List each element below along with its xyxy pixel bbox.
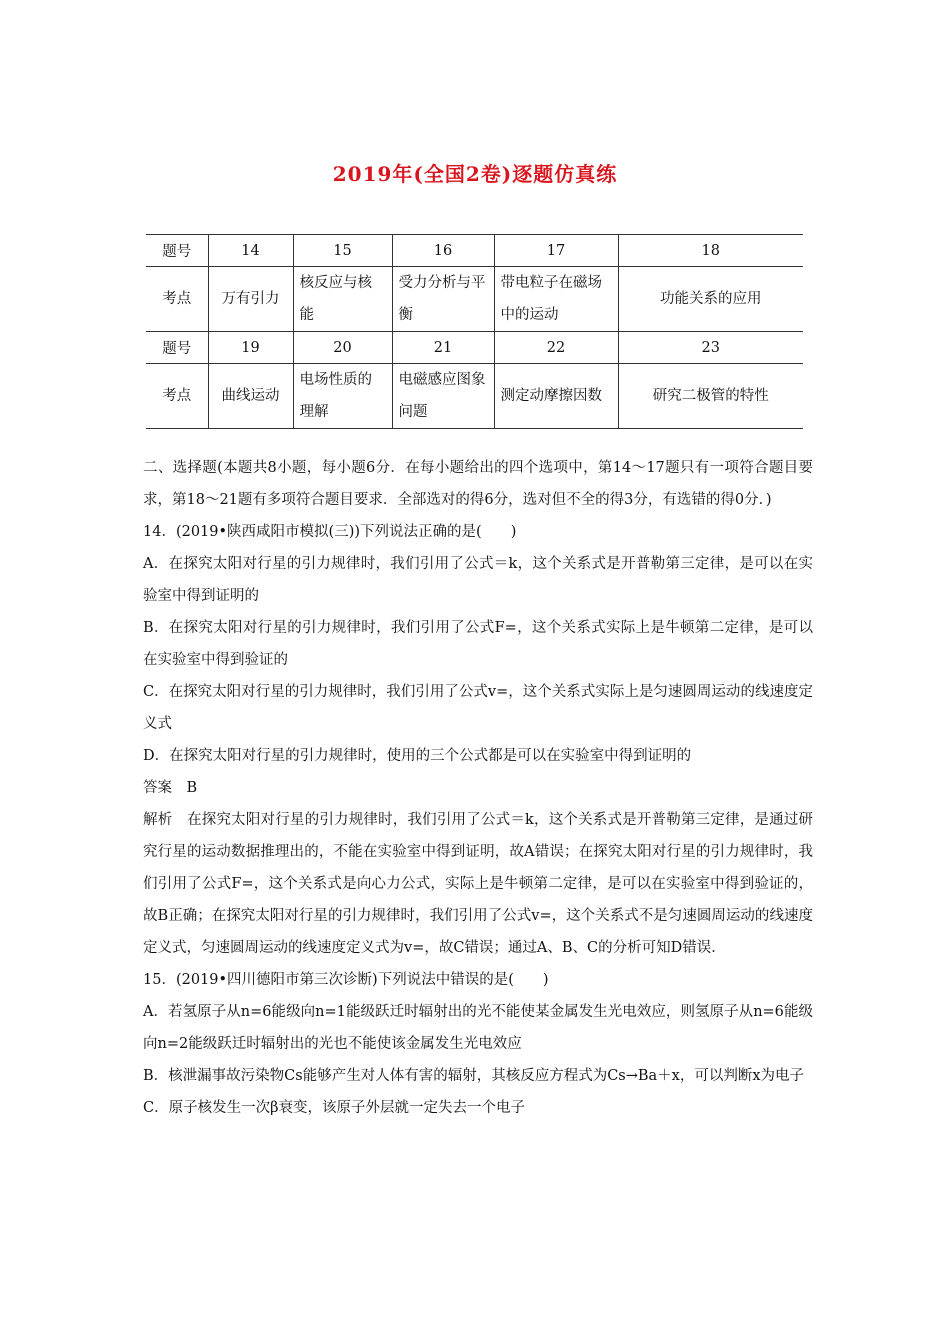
table-cell: 测定动摩擦因数	[494, 364, 618, 429]
table-header-cell: 考点	[146, 364, 208, 429]
question-14-option-b: B．在探究太阳对行星的引力规律时，我们引用了公式F=，这个关系式实际上是牛顿第二定律，是可以在实验室中得到验证的	[143, 620, 813, 668]
table-cell: 研究二极管的特性	[618, 364, 803, 429]
table-cell: 万有引力	[208, 267, 293, 332]
question-14-option-a: A．在探究太阳对行星的引力规律时，我们引用了公式＝k，这个关系式是开普勒第三定律，是可以在实验室中得到证明的	[143, 556, 813, 604]
table-header-cell: 考点	[146, 267, 208, 332]
question-14-option-d: D．在探究太阳对行星的引力规律时，使用的三个公式都是可以在实验室中得到证明的	[143, 748, 692, 764]
table-cell: 20	[293, 332, 392, 364]
question-15-option-a: A．若氢原子从n=6能级向n=1能级跃迁时辐射出的光不能使某金属发生光电效应，则氢原子从n=6能级向n=2能级跃迁时辐射出的光也不能使该金属发生光电效应	[143, 1004, 813, 1052]
table-cell: 23	[618, 332, 803, 364]
table-cell: 22	[494, 332, 618, 364]
table-cell: 14	[208, 235, 293, 267]
table-cell: 电磁感应图象问题	[392, 364, 494, 429]
question-14-answer: 答案 B	[143, 780, 198, 796]
table-cell: 16	[392, 235, 494, 267]
page-title: 2019年(全国2卷)逐题仿真练	[332, 162, 618, 186]
table-header-cell: 题号	[146, 332, 208, 364]
section-intro: 二、选择题(本题共8小题，每小题6分．在每小题给出的四个选项中，第14～17题只有一项符合题目要求，第18～21题有多项符合题目要求．全部选对的得6分，选对但不全的得3分，有选错的得0分．)	[143, 460, 813, 508]
table-cell: 受力分析与平衡	[392, 267, 494, 332]
question-15-option-b: B．核泄漏事故污染物Cs能够产生对人体有害的辐射，其核反应方程式为Cs→Ba＋x，可以判断x为电子	[143, 1068, 805, 1084]
table-row	[146, 364, 803, 429]
table-cell: 19	[208, 332, 293, 364]
table-cell: 17	[494, 235, 618, 267]
table-row	[146, 332, 803, 364]
table-cell: 曲线运动	[208, 364, 293, 429]
table-row	[146, 235, 803, 267]
table-cell: 功能关系的应用	[618, 267, 803, 332]
table-cell: 电场性质的理解	[293, 364, 392, 429]
document-body	[143, 452, 813, 1124]
question-14-stem: 14．(2019•陕西咸阳市模拟(三))下列说法正确的是( )	[143, 524, 517, 540]
question-14-analysis: 解析 在探究太阳对行星的引力规律时，我们引用了公式＝k，这个关系式是开普勒第三定律，是通过研究行星的运动数据推理出的，不能在实验室中得到证明，故A错误；在探究太阳对行星的引力规律时，我们引用了公式F=，这个关系式是向心力公式，实际上是牛顿第二定律，是可以在实验室中得到验证的，故B正确；在探究太阳对行星的引力规律时，我们引用了公式v=，这个关系式不是匀速圆周运动的线速度定义式，匀速圆周运动的线速度定义式为v=，故C错误；通过A、B、C的分析可知D错误．	[143, 812, 813, 956]
question-15-stem: 15．(2019•四川德阳市第三次诊断)下列说法中错误的是( )	[143, 972, 549, 988]
table-cell: 21	[392, 332, 494, 364]
topic-table	[146, 234, 803, 429]
question-14-option-c: C．在探究太阳对行星的引力规律时，我们引用了公式v=，这个关系式实际上是匀速圆周运动的线速度定义式	[143, 684, 813, 732]
table-cell: 核反应与核能	[293, 267, 392, 332]
table-cell: 15	[293, 235, 392, 267]
table-cell: 18	[618, 235, 803, 267]
question-15-option-c: C．原子核发生一次β衰变，该原子外层就一定失去一个电子	[143, 1100, 525, 1116]
table-cell: 带电粒子在磁场中的运动	[494, 267, 618, 332]
table-header-cell: 题号	[146, 235, 208, 267]
table-row	[146, 267, 803, 332]
